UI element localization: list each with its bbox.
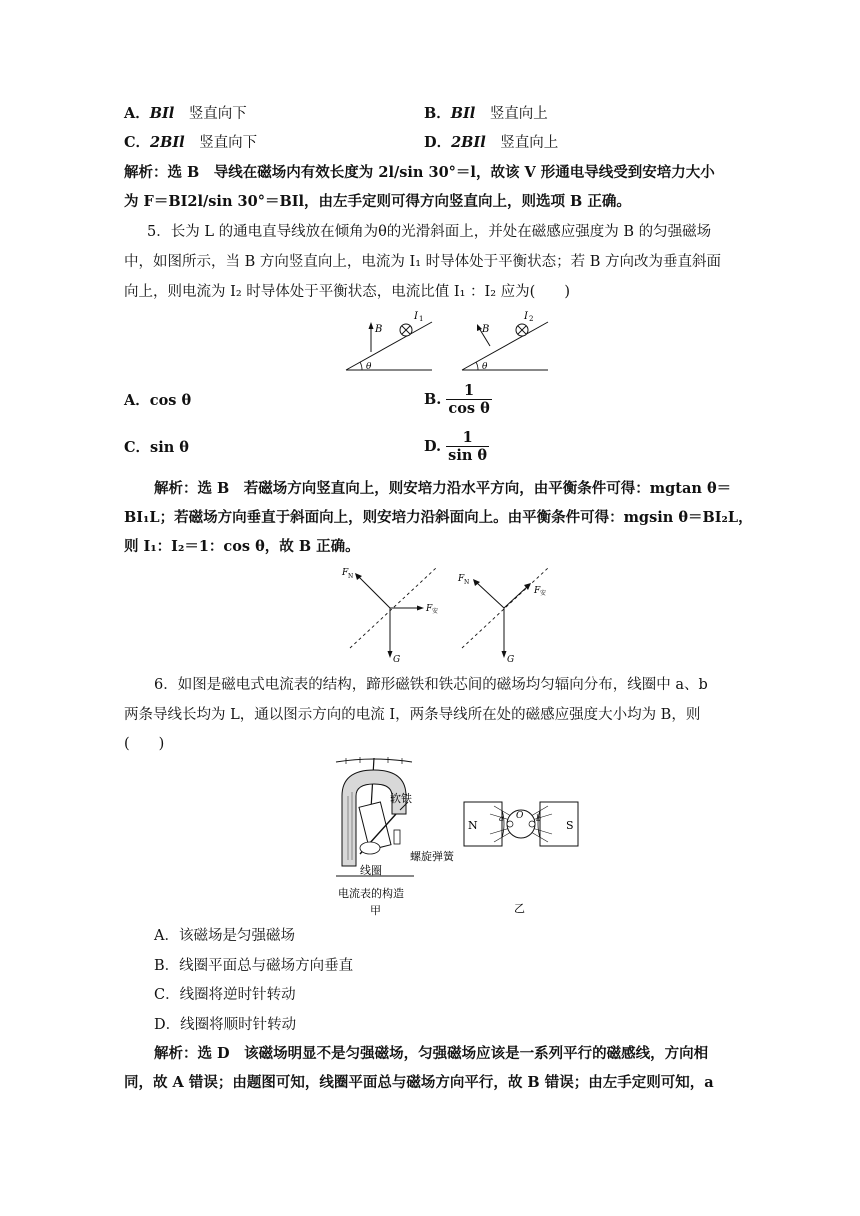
svg-text:N: N	[464, 579, 470, 586]
svg-text:G: G	[507, 655, 515, 665]
svg-text:安: 安	[540, 590, 547, 597]
q5-analysis-line3: 则 I₁：I₂＝1：cos θ，故 B 正确。	[124, 538, 360, 555]
galvanometer-cross-section-yi	[464, 802, 578, 915]
q5-option-c: C．sin θ	[124, 439, 189, 456]
svg-text:软铁: 软铁	[390, 792, 412, 805]
svg-text:N: N	[468, 819, 478, 832]
svg-text:2: 2	[529, 315, 534, 323]
svg-text:1: 1	[419, 315, 424, 323]
q5-stem-line2: 中，如图所示，当 B 方向竖直向上，电流为 I₁ 时导体处于平衡状态；若 B 方向改为垂直斜面	[124, 254, 722, 270]
svg-text:S: S	[566, 819, 574, 832]
svg-text:B: B	[375, 324, 383, 335]
incline-left	[346, 311, 432, 372]
svg-text:安: 安	[432, 608, 439, 615]
q5-stem-line3: 向上，则电流为 I₂ 时导体处于平衡状态，电流比值 I₁ ：I₂ 应为( )	[124, 284, 570, 300]
q4-option-d: D．2BIl 竖直向上	[424, 134, 559, 151]
svg-text:电流表的构造: 电流表的构造	[338, 887, 404, 900]
q6-option-c: C．线圈将逆时针转动	[154, 987, 296, 1003]
q6-galvanometer-figure	[330, 756, 590, 920]
q6-option-a: A．该磁场是匀强磁场	[154, 928, 295, 944]
svg-text:B: B	[482, 324, 490, 335]
svg-text:I: I	[524, 311, 528, 322]
svg-text:乙: 乙	[514, 902, 525, 915]
svg-text:a: a	[499, 814, 504, 823]
svg-text:O: O	[516, 811, 524, 821]
q4-option-a: A．BIl 竖直向下	[124, 105, 247, 122]
q4-analysis-line2: 为 F＝BI2l/sin 30°＝BIl，由左手定则可得方向竖直向上，则选项 B 正确。	[124, 193, 631, 210]
svg-text:F: F	[534, 586, 541, 596]
q5-option-a: A．cos θ	[124, 392, 192, 409]
svg-text:N: N	[348, 573, 354, 580]
q5-stem-line1: 5．长为 L 的通电直导线放在倾角为θ的光滑斜面上，并处在磁感应强度为 B 的匀强磁场	[147, 224, 712, 240]
svg-text:F: F	[342, 568, 349, 578]
svg-text:螺旋弹簧: 螺旋弹簧	[410, 850, 454, 863]
q4-option-b: B．BIl 竖直向上	[424, 105, 548, 122]
incline-right	[462, 311, 548, 372]
svg-text:I: I	[414, 311, 418, 322]
svg-text:G: G	[393, 655, 401, 665]
q4-analysis-line1: 解析：选 B 导线在磁场内有效长度为 2l/sin 30°＝l，故该 V 形通电导线受到安培力大小	[124, 164, 715, 181]
q6-analysis-line1: 解析：选 D 该磁场明显不是匀强磁场，匀强磁场应该是一系列平行的磁感线，方向相	[154, 1045, 709, 1062]
q5-force-figure	[338, 562, 568, 670]
q5-incline-figure	[340, 308, 560, 378]
svg-text:F: F	[426, 604, 433, 614]
analysis-label: 解析：	[154, 480, 198, 497]
analysis-label: 解析：	[154, 1045, 198, 1062]
q6-stem-line1: 6．如图是磁电式电流表的结构，蹄形磁铁和铁芯间的磁场均匀辐向分布，线圈中 a、b	[154, 677, 708, 693]
svg-text:b: b	[536, 814, 542, 823]
q5-option-d-fraction: $\frac{1}{\text{sin θ}}$	[448, 429, 488, 464]
q6-stem-line3: ( )	[124, 736, 165, 752]
q6-option-b: B．线圈平面总与磁场方向垂直	[154, 958, 354, 974]
galvanometer-structure-jia	[336, 757, 455, 917]
q5-option-b-fraction: $\frac{1}{\text{cos θ}}$	[448, 382, 490, 417]
q6-analysis-line2: 同，故 A 错误；由题图可知，线圈平面总与磁场方向平行，故 B 错误；由左手定则可知，a	[124, 1074, 714, 1091]
svg-text:甲: 甲	[370, 904, 381, 917]
force-diagram-right	[457, 568, 548, 665]
q6-option-d: D．线圈将顺时针转动	[154, 1017, 297, 1033]
q5-analysis-line1: 解析：选 B 若磁场方向竖直向上，则安培力沿水平方向，由平衡条件可得：mgtan θ＝	[154, 480, 732, 497]
analysis-label: 解析：	[124, 164, 168, 181]
force-diagram-left	[341, 568, 438, 665]
svg-text:线圈: 线圈	[360, 864, 382, 877]
q5-option-b: B. $\frac{1}{\text{cos θ}}$	[424, 382, 490, 417]
q5-analysis-line2: BI₁L；若磁场方向垂直于斜面向上，则安培力沿斜面向上。由平衡条件可得：mgsin θ＝BI₂L，	[124, 509, 753, 526]
q5-option-d: D. $\frac{1}{\text{sin θ}}$	[424, 429, 488, 464]
svg-text:F: F	[458, 574, 465, 584]
q4-option-c: C．2BIl 竖直向下	[124, 134, 258, 151]
svg-text:θ: θ	[366, 362, 372, 372]
q6-stem-line2: 两条导线长均为 L，通以图示方向的电流 I，两条导线所在处的磁感应强度大小均为 B，则	[124, 707, 701, 723]
svg-text:θ: θ	[482, 362, 488, 372]
